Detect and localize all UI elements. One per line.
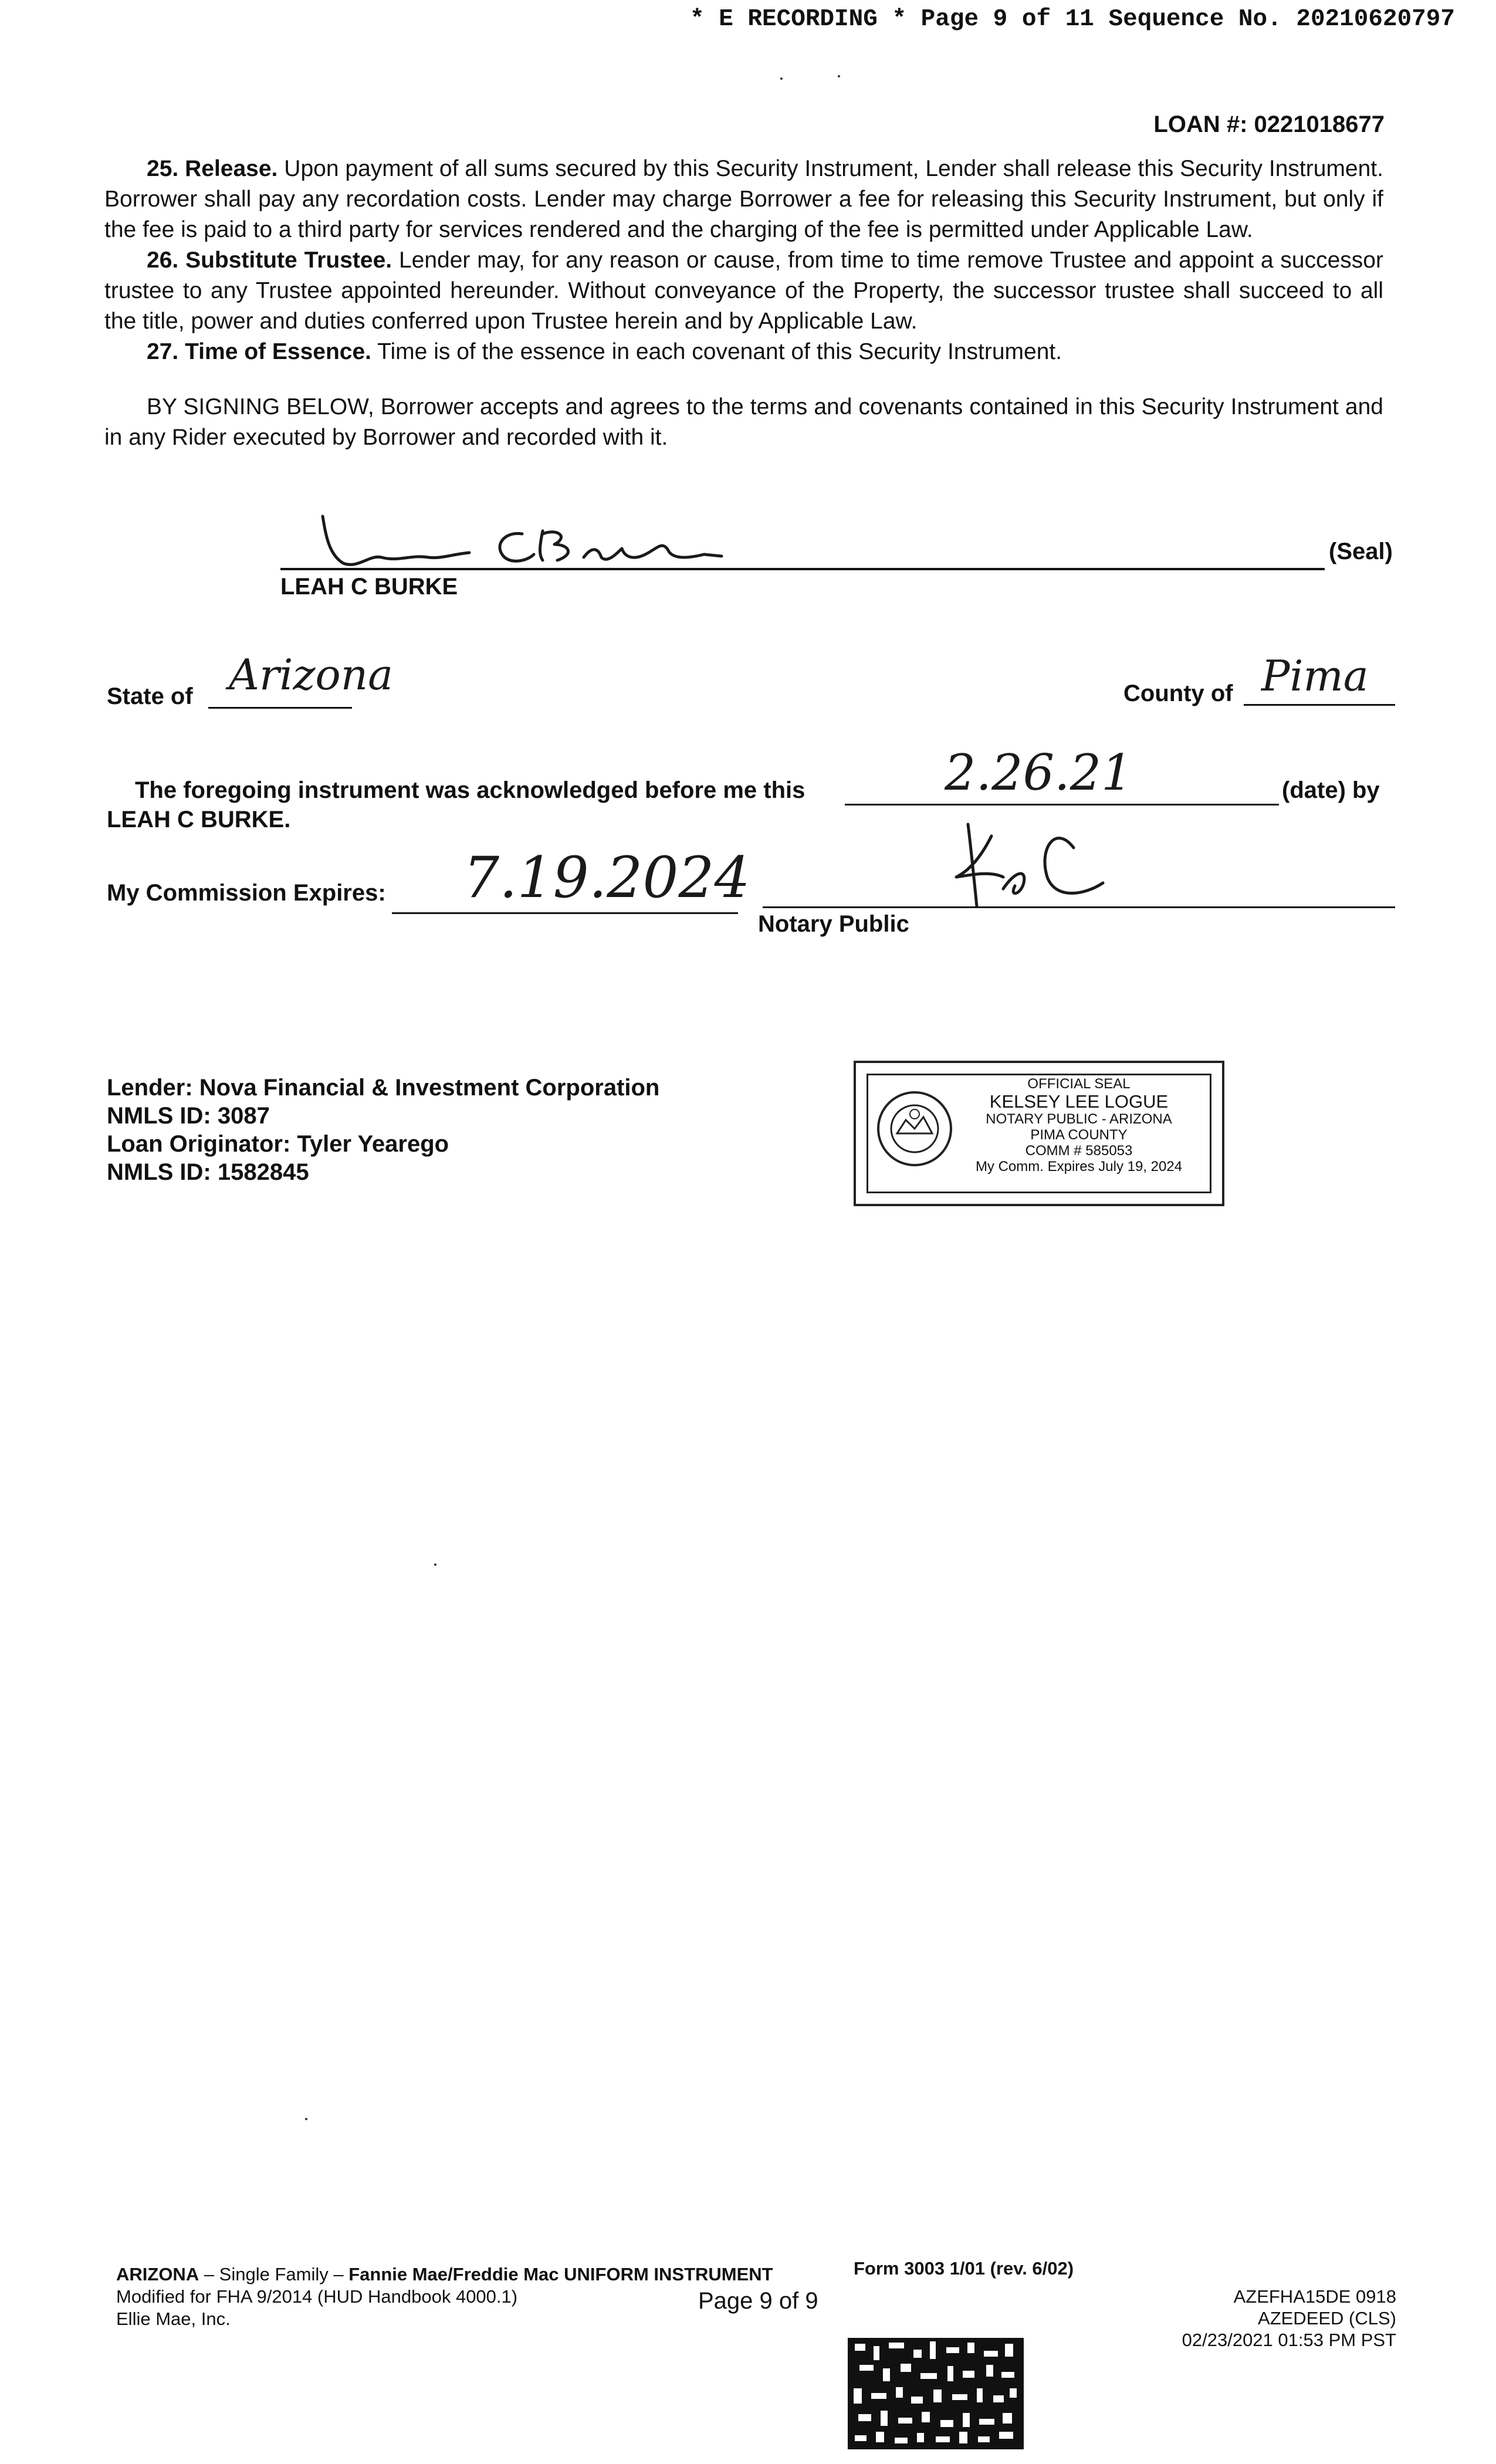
date-handwritten: 2.26.21 [945,744,1133,801]
barcode-icon [848,2338,1024,2449]
section-25 [104,154,1383,245]
footer-state: ARIZONA [116,2264,199,2284]
borrower-signature [317,499,821,575]
footer-codes [1103,2286,1396,2351]
section-26 [104,245,1383,337]
footer-timestamp: 02/23/2021 01:53 PM PST [1182,2330,1396,2350]
loan-originator: Loan Originator: Tyler Yearego [107,1131,449,1157]
footer-property-type: – Single Family – [199,2264,349,2284]
section-title: Substitute Trustee. [185,248,392,273]
commission-handwritten: 7.19.2024 [463,845,750,911]
date-suffix: (date) by [1282,777,1380,803]
section-title: Release. [185,156,278,181]
scan-speck [434,1563,436,1566]
footer-line-1 [116,2263,773,2285]
lender-nmls: NMLS ID: 3087 [107,1103,270,1129]
lender-name: Lender: Nova Financial & Investment Corporation [107,1075,660,1101]
scan-speck [780,77,783,80]
seal-line-3: NOTARY PUBLIC - ARIZONA [986,1111,1172,1127]
footer-form: Form 3003 1/01 (rev. 6/02) [854,2258,1074,2279]
state-handwritten: Arizona [229,650,394,699]
seal-line-6: My Comm. Expires July 19, 2024 [975,1159,1183,1175]
state-line [208,707,352,709]
commission-label: My Commission Expires: [107,880,386,906]
footer-code-2: AZEDEED (CLS) [1258,2308,1396,2328]
county-handwritten: Pima [1261,651,1369,700]
state-seal-emblem [874,1088,956,1170]
county-label: County of [1123,681,1233,706]
acknowledged-name: LEAH C BURKE. [107,807,291,832]
signing-statement: BY SIGNING BELOW, Borrower accepts and agrees to the terms and covenants contained in this Security Instrument and in any Rider executed by Borrower and recorded with it. [104,394,1383,450]
section-number: 26. [147,248,179,273]
state-label: State of [107,683,193,709]
seal-line-5: COMM # 585053 [1025,1143,1133,1159]
borrower-signature-line [280,568,1325,570]
county-line [1244,704,1395,706]
scan-speck [305,2118,307,2120]
notary-signature-line [763,906,1395,908]
seal-notary-name: KELSEY LEE LOGUE [989,1091,1169,1112]
section-number: 27. [147,339,179,364]
originator-nmls: NMLS ID: 1582845 [107,1159,309,1185]
recording-header: * E RECORDING * Page 9 of 11 Sequence No. 20210620797 [689,6,1455,33]
footer-line-3: Ellie Mae, Inc. [116,2309,231,2329]
section-number: 25. [147,156,179,181]
notary-signature [950,813,1162,912]
borrower-name: LEAH C BURKE [280,574,458,600]
seal-text [962,1076,1196,1175]
section-27 [104,337,1383,367]
notary-public-label: Notary Public [758,911,909,937]
footer-line-2: Modified for FHA 9/2014 (HUD Handbook 4000.1) [116,2286,518,2307]
covenant-sections [104,154,1383,453]
section-title: Time of Essence. [185,339,371,364]
loan-number: LOAN #: 0221018677 [1153,111,1385,137]
seal-line-4: PIMA COUNTY [1030,1127,1128,1143]
section-text: Time is of the essence in each covenant of this Security Instrument. [377,339,1062,364]
footer-code-1: AZEFHA15DE 0918 [1233,2286,1396,2307]
seal-line-1: OFFICIAL SEAL [1027,1076,1131,1092]
acknowledgment-text: The foregoing instrument was acknowledged before me this [135,777,805,803]
date-line [845,804,1279,805]
section-text: Upon payment of all sums secured by this Security Instrument, Lender shall release this Security Instrument. Borrower shall pay any recordation costs. Lender may charge Borrower a fee for releasing this Security Instrument, but only if the fee is paid to a third party for services rendered and the charging of the fee is permitted under Applicable Law. [104,156,1383,242]
notary-seal [854,1061,1224,1206]
commission-line [392,912,738,914]
footer-instrument: Fannie Mae/Freddie Mac UNIFORM INSTRUMENT [348,2264,773,2284]
lender-info [107,1074,659,1186]
scan-speck [838,75,840,77]
section-text: Lender may, for any reason or cause, from time to time remove Trustee and appoint a successor trustee to any Trustee appointed hereunder. Without conveyance of the Property, the successor trustee shall succeed to all the title, power and duties conferred upon Trustee herein and by Applicable Law. [104,248,1383,334]
seal-label: (Seal) [1329,539,1393,564]
page-number: Page 9 of 9 [698,2288,818,2314]
